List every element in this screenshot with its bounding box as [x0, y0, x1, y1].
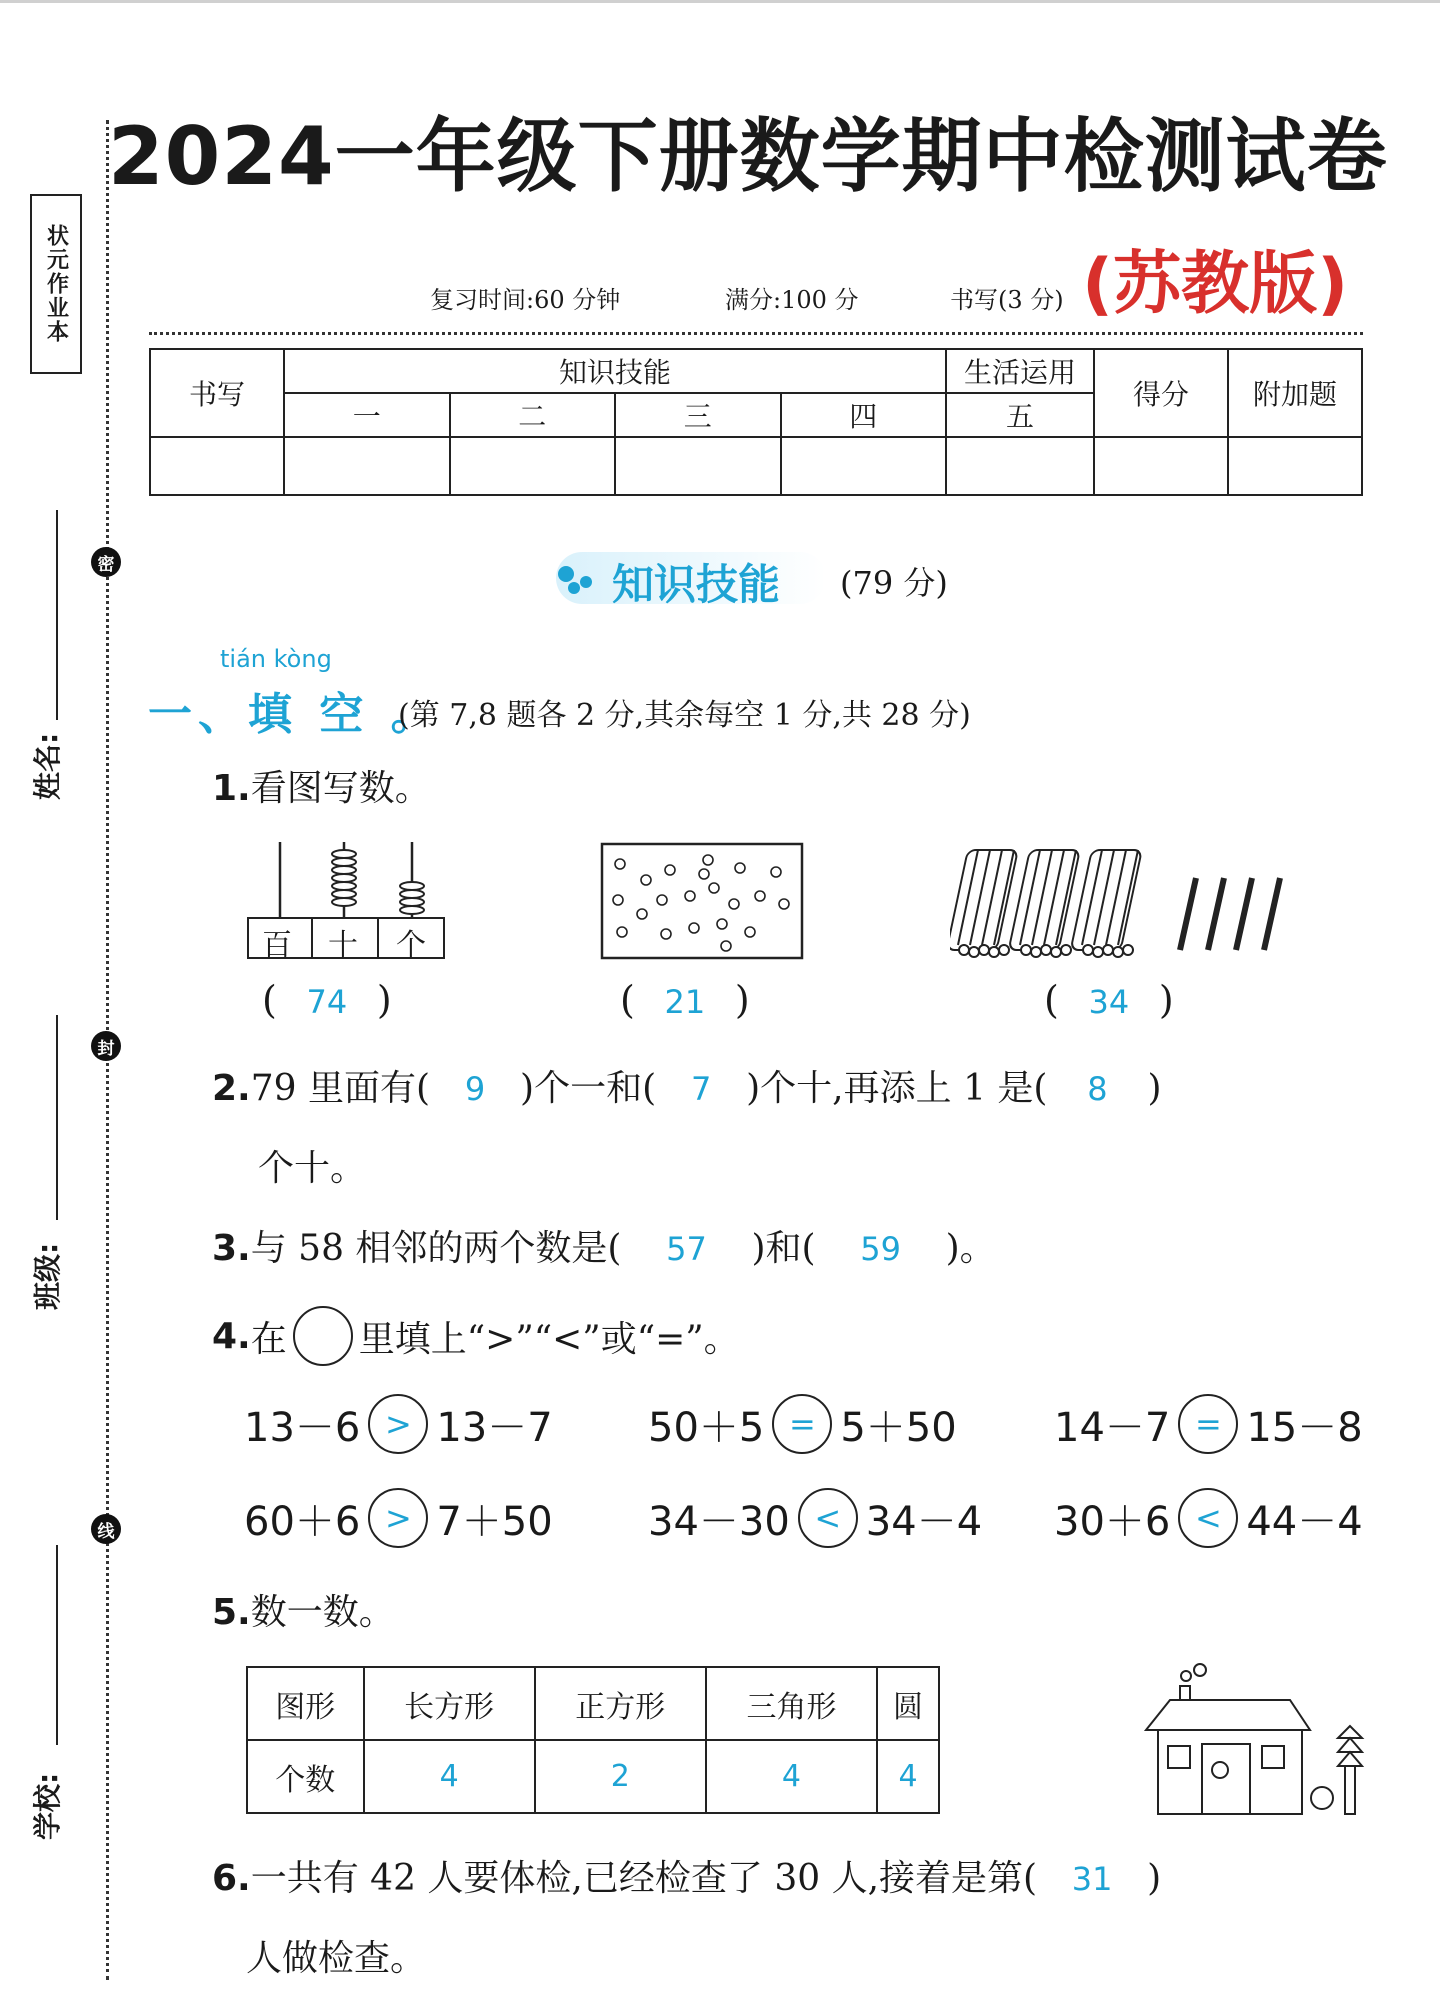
part-note: (第 7,8 题各 2 分,其余每空 1 分,共 28 分) — [398, 698, 971, 733]
table-header: 图形 — [247, 1667, 364, 1740]
comparison-right: 15－8 — [1246, 1404, 1363, 1451]
question-text: 在 — [250, 1318, 287, 1360]
score-col-3: 三 — [615, 393, 781, 437]
question-number: 6. — [212, 1858, 251, 1899]
question-text: 里填上“>”“<”或“=”。 — [358, 1318, 740, 1360]
score-col-1: 一 — [284, 393, 450, 437]
question-text: 看图写数。 — [250, 768, 431, 809]
answer-value: 57 — [666, 1230, 707, 1268]
question-6-continued: 人做检查。 — [246, 1938, 427, 1979]
page-title: 2024一年级下册数学期中检测试卷 — [108, 110, 1388, 203]
comparison-item — [1054, 1394, 1363, 1454]
school-line — [56, 1545, 58, 1745]
score-header-knowledge: 知识技能 — [284, 349, 946, 393]
question-3 — [212, 1220, 996, 1271]
seal-feng: 封 — [91, 1031, 121, 1061]
comparison-right: 34－4 — [865, 1498, 983, 1545]
question-text: )个十,再添上 1 是( — [746, 1068, 1048, 1109]
question-text: 一共有 42 人要体检,已经检查了 30 人,接着是第( — [250, 1858, 1038, 1899]
class-line — [56, 1015, 58, 1220]
edition-label: (苏教版) — [1082, 245, 1349, 324]
school-label: 学校: — [31, 1772, 64, 1840]
score-table — [149, 348, 1363, 496]
question-6 — [212, 1850, 1161, 1901]
comparison-answer-circle[interactable]: < — [1178, 1488, 1238, 1548]
comparison-answer-circle[interactable]: = — [772, 1394, 832, 1454]
score-col-4: 四 — [781, 393, 947, 437]
question-2-continued: 个十。 — [258, 1148, 367, 1189]
table-cell: 4 — [877, 1740, 939, 1813]
comparison-right: 7＋50 — [436, 1498, 553, 1545]
score-cell[interactable] — [150, 437, 284, 495]
table-row-label: 个数 — [247, 1740, 364, 1813]
answer-value: 7 — [690, 1070, 712, 1108]
abacus-label-tens: 十 — [328, 928, 358, 963]
part-heading: 一、填 空 。 — [148, 689, 441, 740]
q1-answer-3: ( 34 ) — [1044, 978, 1174, 1022]
score-header-extra: 附加题 — [1228, 349, 1362, 437]
question-number: 1. — [212, 768, 251, 809]
table-header: 长方形 — [364, 1667, 535, 1740]
comparison-answer-circle[interactable]: < — [798, 1488, 858, 1548]
table-cell: 4 — [706, 1740, 877, 1813]
review-time: 复习时间:60 分钟 — [430, 286, 621, 314]
comparison-item — [244, 1488, 553, 1548]
score-col-5: 五 — [946, 393, 1094, 437]
stick-bundles-illustration — [950, 840, 1300, 970]
comparison-item — [648, 1394, 957, 1454]
comparison-left: 13－6 — [244, 1404, 361, 1451]
pinyin-annotation: tián kòng — [220, 645, 332, 673]
comparison-answer-circle[interactable]: > — [368, 1488, 428, 1548]
header-dotted-rule — [149, 332, 1363, 335]
score-cell[interactable] — [781, 437, 947, 495]
score-cell[interactable] — [1094, 437, 1228, 495]
full-score: 满分:100 分 — [725, 286, 859, 314]
section-title: 知识技能 — [612, 560, 781, 609]
q1-answer-2: ( 21 ) — [620, 978, 750, 1022]
comparison-left: 50＋5 — [648, 1404, 765, 1451]
answer-value: 8 — [1087, 1070, 1108, 1108]
answer-value: 31 — [1071, 1860, 1113, 1898]
question-4 — [212, 1306, 740, 1366]
house-illustration — [1140, 1660, 1380, 1820]
score-header-writing: 书写 — [150, 349, 284, 437]
question-number: 5. — [212, 1592, 251, 1633]
dots-box-illustration — [600, 842, 804, 962]
table-cell: 4 — [364, 1740, 535, 1813]
question-text: )个一和( — [520, 1068, 657, 1109]
question-text: )和( — [751, 1228, 816, 1269]
seal-mi: 密 — [91, 547, 121, 577]
comparison-right: 13－7 — [436, 1404, 553, 1451]
question-text: 数一数。 — [250, 1592, 395, 1633]
question-text: 与 58 相邻的两个数是( — [250, 1228, 622, 1269]
comparison-answer-circle[interactable]: = — [1178, 1394, 1238, 1454]
question-text: 79 里面有( — [250, 1068, 431, 1109]
comparison-item — [244, 1394, 553, 1454]
table-header: 正方形 — [535, 1667, 706, 1740]
comparison-item — [1054, 1488, 1363, 1548]
comparison-right: 5＋50 — [840, 1404, 957, 1451]
question-number: 4. — [212, 1315, 251, 1357]
answer-value: 9 — [464, 1070, 486, 1108]
question-text: ) — [1147, 1858, 1162, 1899]
answer-value: 34 — [1088, 983, 1130, 1021]
score-col-2: 二 — [450, 393, 616, 437]
question-text: )。 — [945, 1228, 996, 1269]
answer-value: 21 — [664, 983, 706, 1021]
score-cell[interactable] — [615, 437, 781, 495]
score-cell[interactable] — [450, 437, 616, 495]
abacus-label-ones: 个 — [396, 928, 426, 963]
table-header: 三角形 — [706, 1667, 877, 1740]
score-header-score: 得分 — [1094, 349, 1228, 437]
shape-count-table — [246, 1666, 940, 1814]
table-header: 圆 — [877, 1667, 939, 1740]
section-dot-icon — [568, 582, 580, 594]
table-cell: 2 — [535, 1740, 706, 1813]
comparison-left: 60＋6 — [244, 1498, 361, 1545]
comparison-right: 44－4 — [1246, 1498, 1363, 1545]
brand-box: 状元作业本 — [30, 194, 82, 374]
section-dot-icon — [580, 576, 592, 588]
comparison-left: 14－7 — [1054, 1404, 1171, 1451]
answer-value: 74 — [306, 983, 348, 1021]
score-cell[interactable] — [946, 437, 1094, 495]
circle-icon — [293, 1306, 353, 1366]
question-2 — [212, 1060, 1162, 1111]
comparison-left: 30＋6 — [1054, 1498, 1171, 1545]
score-cell[interactable] — [284, 437, 450, 495]
comparison-answer-circle[interactable]: > — [368, 1394, 428, 1454]
score-header-life: 生活运用 — [946, 349, 1094, 393]
section-dot-icon — [558, 566, 574, 582]
seal-xian: 线 — [91, 1514, 121, 1544]
answer-value: 59 — [860, 1230, 901, 1268]
abacus-label-hundreds: 百 — [262, 928, 292, 963]
name-line — [56, 510, 58, 720]
question-text: ) — [1147, 1068, 1162, 1109]
writing-score: 书写(3 分) — [950, 286, 1064, 314]
class-label: 班级: — [31, 1242, 64, 1310]
comparison-item — [648, 1488, 982, 1548]
question-5 — [212, 1584, 395, 1635]
top-rule — [0, 0, 1440, 3]
score-cell[interactable] — [1228, 437, 1362, 495]
section-points: (79 分) — [840, 564, 948, 602]
name-label: 姓名: — [31, 732, 64, 800]
question-number: 3. — [212, 1228, 251, 1269]
q1-answer-1: ( 74 ) — [262, 978, 392, 1022]
question-1 — [212, 760, 431, 811]
comparison-left: 34－30 — [648, 1498, 790, 1545]
question-number: 2. — [212, 1068, 251, 1109]
